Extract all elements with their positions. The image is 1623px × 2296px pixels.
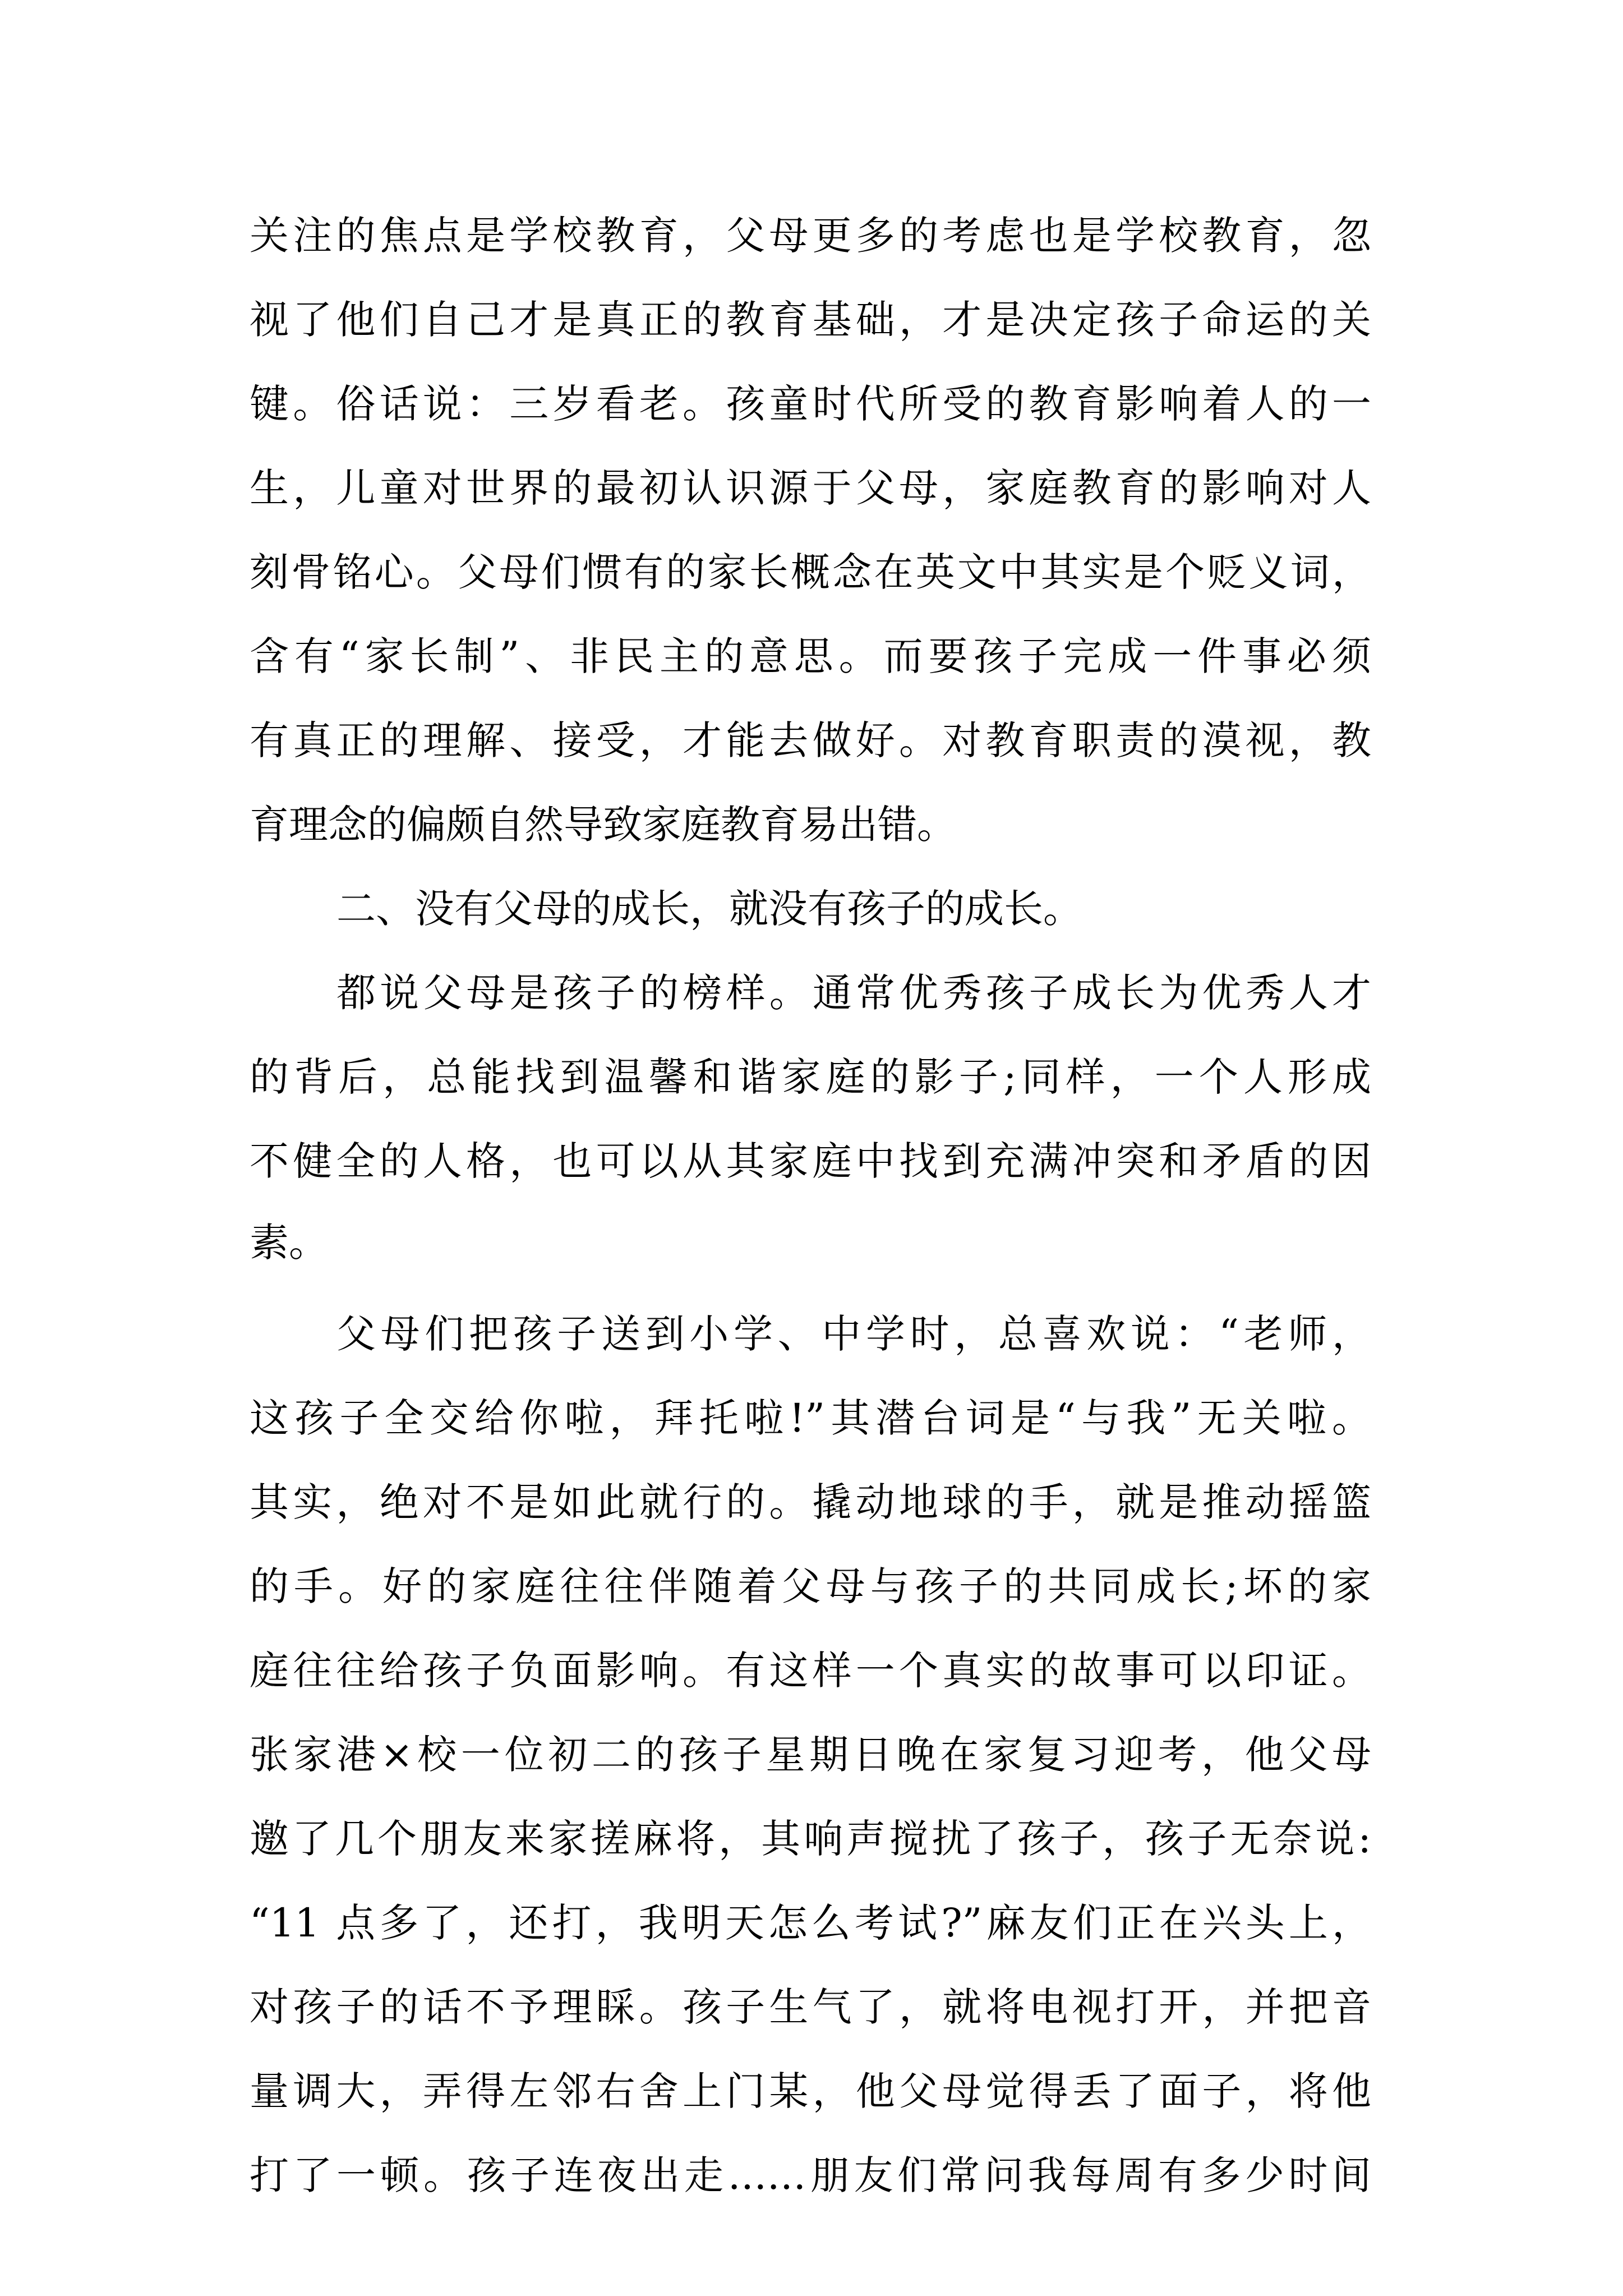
text-line: “11 点多了，还打，我明天怎么考试?”麻友们正在兴头上，	[250, 1900, 1371, 1946]
text-line: 邀了几个朋友来家搓麻将，其响声搅扰了孩子，孩子无奈说:	[250, 1816, 1371, 1862]
text-line: 庭往往给孩子负面影响。有这样一个真实的故事可以印证。	[250, 1648, 1371, 1694]
text-line: 的手。好的家庭往往伴随着父母与孩子的共同成长;坏的家	[250, 1563, 1371, 1609]
text-line: 量调大，弄得左邻右舍上门某，他父母觉得丢了面子，将他	[250, 2068, 1371, 2114]
text-line: 刻骨铭心。父母们惯有的家长概念在英文中其实是个贬义词，	[250, 549, 1371, 595]
text-line: 键。俗话说：三岁看老。孩童时代所受的教育影响着人的一	[250, 381, 1371, 427]
section-heading: 二、没有父母的成长，就没有孩子的成长。	[336, 886, 1082, 932]
text-line: 其实，绝对不是如此就行的。撬动地球的手，就是推动摇篮	[250, 1479, 1371, 1525]
text-line: 育理念的偏颇自然导致家庭教育易出错。	[250, 802, 956, 848]
text-line: 有真正的理解、接受，才能去做好。对教育职责的漠视，教	[250, 717, 1371, 763]
text-line: 张家港×校一位初二的孩子星期日晚在家复习迎考，他父母	[250, 1732, 1371, 1778]
text-line: 关注的焦点是学校教育，父母更多的考虑也是学校教育，忽	[250, 213, 1371, 259]
text-line: 对孩子的话不予理睬。孩子生气了，就将电视打开，并把音	[250, 1984, 1371, 2030]
text-line: 都说父母是孩子的榜样。通常优秀孩子成长为优秀人才	[336, 970, 1371, 1016]
text-line: 生，儿童对世界的最初认识源于父母，家庭教育的影响对人	[250, 465, 1371, 511]
text-line: 不健全的人格，也可以从其家庭中找到充满冲突和矛盾的因	[250, 1138, 1371, 1184]
text-line: 含有“家长制”、非民主的意思。而要孩子完成一件事必须	[250, 633, 1371, 679]
text-line: 素。	[250, 1220, 328, 1266]
text-line: 视了他们自己才是真正的教育基础，才是决定孩子命运的关	[250, 297, 1371, 343]
text-line: 的背后，总能找到温馨和谐家庭的影子;同样，一个人形成	[250, 1054, 1371, 1100]
text-line: 父母们把孩子送到小学、中学时，总喜欢说：“老师，	[336, 1311, 1371, 1357]
text-line: 这孩子全交给你啦，拜托啦!”其潜台词是“与我”无关啦。	[250, 1395, 1371, 1441]
text-line: 打了一顿。孩子连夜出走……朋友们常问我每周有多少时间	[250, 2152, 1371, 2198]
